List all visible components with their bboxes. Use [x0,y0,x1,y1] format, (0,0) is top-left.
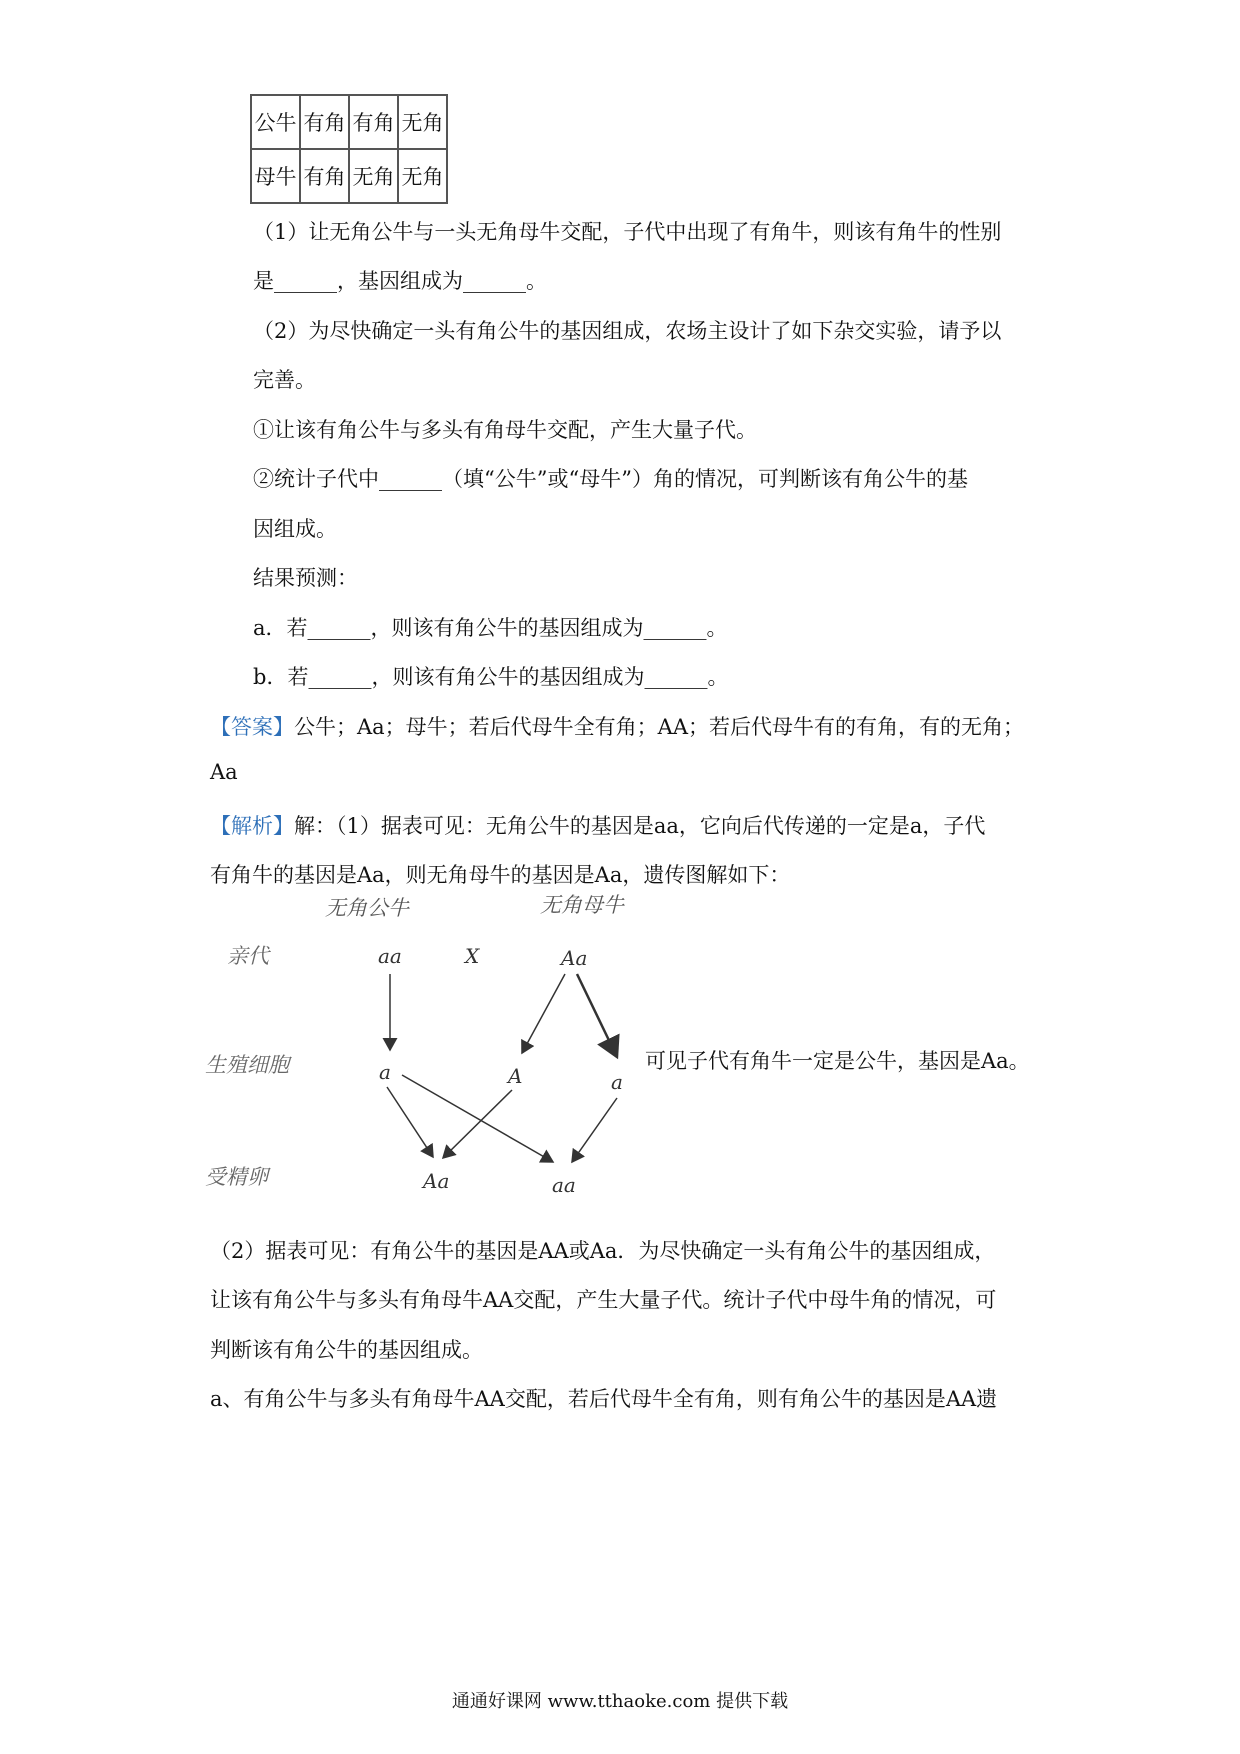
answer-line-1 [210,711,1024,741]
table-cell: 母牛 [251,149,300,203]
table-cell: 无角 [398,149,447,203]
result-b: b．若______，则该有角公牛的基因组成为______。 [253,665,729,689]
table-cell: 有角 [349,95,398,149]
traits-table [250,94,448,204]
analysis-text: 解：（1）据表可见：无角公牛的基因是aa，它向后代传递的一定是a，子代 [294,814,986,838]
zygote-2: aa [552,1173,576,1197]
table-cell: 有角 [300,95,349,149]
analysis-tag: 【解析】 [210,814,294,838]
answer-tag: 【答案】 [210,715,294,739]
analysis-line-2: 有角牛的基因是Aa，则无角母牛的基因是Aa，遗传图解如下： [210,863,791,887]
head-left-label: 无角公牛 [325,896,409,920]
arrow-gamete-3-to-zygote-2 [572,1098,617,1162]
table-cell: 无角 [398,95,447,149]
analysis-p2-line-2: 让该有角公牛与多头有角母牛AA交配，产生大量子代。统计子代中母牛角的情况，可 [210,1288,997,1312]
arrow-parent-to-gamete-3 [577,974,617,1057]
question-1-line-1: （1）让无角公牛与一头无角母牛交配，子代中出现了有角牛，则该有角牛的性别 [253,220,1002,244]
diagram-conclusion: 可见子代有角牛一定是公牛，基因是Aa。 [645,1049,1030,1073]
arrow-gamete-1-to-zygote-1 [387,1087,433,1157]
cross-symbol: X [465,944,480,968]
table-cell: 公牛 [251,95,300,149]
analysis-p2-line-1: （2）据表可见：有角公牛的基因是AA或Aa．为尽快确定一头有角公牛的基因组成， [210,1239,996,1263]
table-cell: 有角 [300,149,349,203]
gamete-1: a [379,1060,391,1084]
result-title: 结果预测： [253,566,358,590]
analysis-p2-line-3: 判断该有角公牛的基因组成。 [210,1338,483,1362]
gamete-2: A [508,1064,523,1088]
result-a: a．若______，则该有角公牛的基因组成为______。 [253,616,728,640]
table-row [251,149,447,203]
arrow-gamete-1-to-zygote-2 [402,1075,553,1162]
analysis-line-1 [210,810,985,840]
row-label-gamete: 生殖细胞 [205,1053,289,1077]
row-label-parent: 亲代 [227,944,269,968]
analysis-p3-line-1: a、有角公牛与多头有角母牛AA交配，若后代母牛全有角，则有角公牛的基因是AA遗 [210,1387,998,1411]
row-label-zygote: 受精卵 [205,1165,268,1189]
zygote-1: Aa [423,1169,450,1193]
table-cell: 无角 [349,149,398,203]
gamete-3: a [611,1070,623,1094]
step-2-line-1: ②统计子代中______（填“公牛”或“母牛”）角的情况，可判断该有角公牛的基 [253,467,968,491]
question-1-line-2: 是______，基因组成为______。 [253,269,547,293]
arrow-gamete-2-to-zygote-1 [443,1090,512,1158]
parent-right-genotype: Aa [561,946,588,970]
arrow-parent-to-gamete-2 [522,974,565,1053]
answer-line-2: Aa [210,760,238,784]
answer-text: 公牛；Aa；母牛；若后代母牛全有角；AA；若后代母牛有的有角，有的无角； [294,715,1025,739]
parent-left-genotype: aa [378,944,402,968]
genetic-cross-diagram [205,890,645,1210]
step-2-line-2: 因组成。 [253,517,337,541]
step-1: ①让该有角公牛与多头有角母牛交配，产生大量子代。 [253,418,757,442]
question-2-line-1: （2）为尽快确定一头有角公牛的基因组成，农场主设计了如下杂交实验，请予以 [253,319,1002,343]
page-footer: 通通好课网 www.tthaoke.com 提供下载 [451,1691,789,1712]
head-right-label: 无角母牛 [540,893,624,917]
question-2-line-2: 完善。 [253,368,316,392]
table-row [251,95,447,149]
